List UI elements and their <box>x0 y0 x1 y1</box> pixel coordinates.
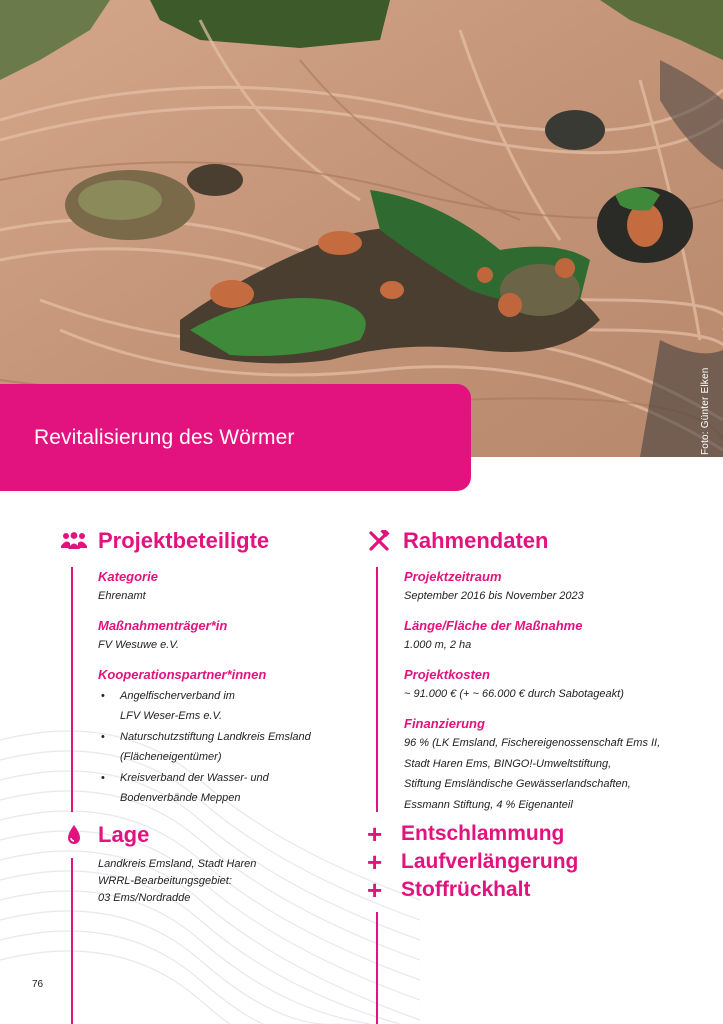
projektbeteiligte-header <box>60 528 269 554</box>
massnahmen-list <box>367 820 578 904</box>
kategorie-label: Kategorie <box>98 569 158 584</box>
page-number: 76 <box>32 979 44 990</box>
section-line <box>376 567 378 812</box>
partner-label: Kooperationspartner*innen <box>98 667 267 682</box>
finanzierung-value: 96 % (LK Emsland, Fischereigenossenschaft Ems II, Stadt Haren Ems, BINGO!-Umweltstiftung, Stiftung Emsländische Gewässerlandschaften, Essmann Stiftung, 4 % Eigenanteil <box>404 737 661 811</box>
partner-list <box>98 686 348 809</box>
water-drop-icon <box>60 823 88 847</box>
title-banner <box>0 384 471 491</box>
laenge-value: 1.000 m, 2 ha <box>404 639 472 651</box>
plus-icon: + <box>367 875 383 905</box>
rahmendaten-header <box>365 528 548 554</box>
section-line <box>71 567 73 812</box>
kategorie-value: Ehrenamt <box>98 590 146 602</box>
projektbeteiligte-heading: Projektbeteiligte <box>98 528 270 553</box>
list-item: • Kreisverband der Wasser- und Bodenverbände Meppen <box>98 768 348 808</box>
section-line <box>376 912 378 1024</box>
list-item: • Naturschutzstiftung Landkreis Emsland (Flächeneigentümer) <box>98 727 348 767</box>
traeger-value: FV Wesuwe e.V. <box>98 639 179 651</box>
list-item: + Stoffrückhalt <box>367 875 531 905</box>
plus-icon: + <box>367 819 383 849</box>
lage-text: Landkreis Emsland, Stadt Haren WRRL-Bearbeitungsgebiet: 03 Ems/Nordradde <box>98 858 257 904</box>
rahmendaten-heading: Rahmendaten <box>403 528 549 553</box>
zeitraum-label: Projektzeitraum <box>404 569 502 584</box>
photo-credit: Foto: Günter Elken <box>700 367 711 455</box>
list-item: • Angelfischerverband im LFV Weser-Ems e.V. <box>98 686 348 726</box>
section-line <box>71 858 73 1024</box>
zeitraum-value: September 2016 bis November 2023 <box>404 590 584 602</box>
traeger-label: Maßnahmenträger*in <box>98 618 228 633</box>
list-item: + Entschlammung <box>367 819 565 849</box>
lage-header <box>60 822 149 848</box>
page-title: Revitalisierung des Wörmer <box>34 426 295 449</box>
finanzierung-label: Finanzierung <box>404 716 485 731</box>
people-group-icon <box>60 529 88 553</box>
plus-icon: + <box>367 847 383 877</box>
laenge-label: Länge/Fläche der Maßnahme <box>404 618 583 633</box>
tools-icon <box>365 529 393 553</box>
lage-heading: Lage <box>98 822 150 847</box>
list-item: + Laufverlängerung <box>367 847 579 877</box>
kosten-value: ~ 91.000 € (+ ~ 66.000 € durch Sabotageakt) <box>404 688 624 700</box>
kosten-label: Projektkosten <box>404 667 490 682</box>
